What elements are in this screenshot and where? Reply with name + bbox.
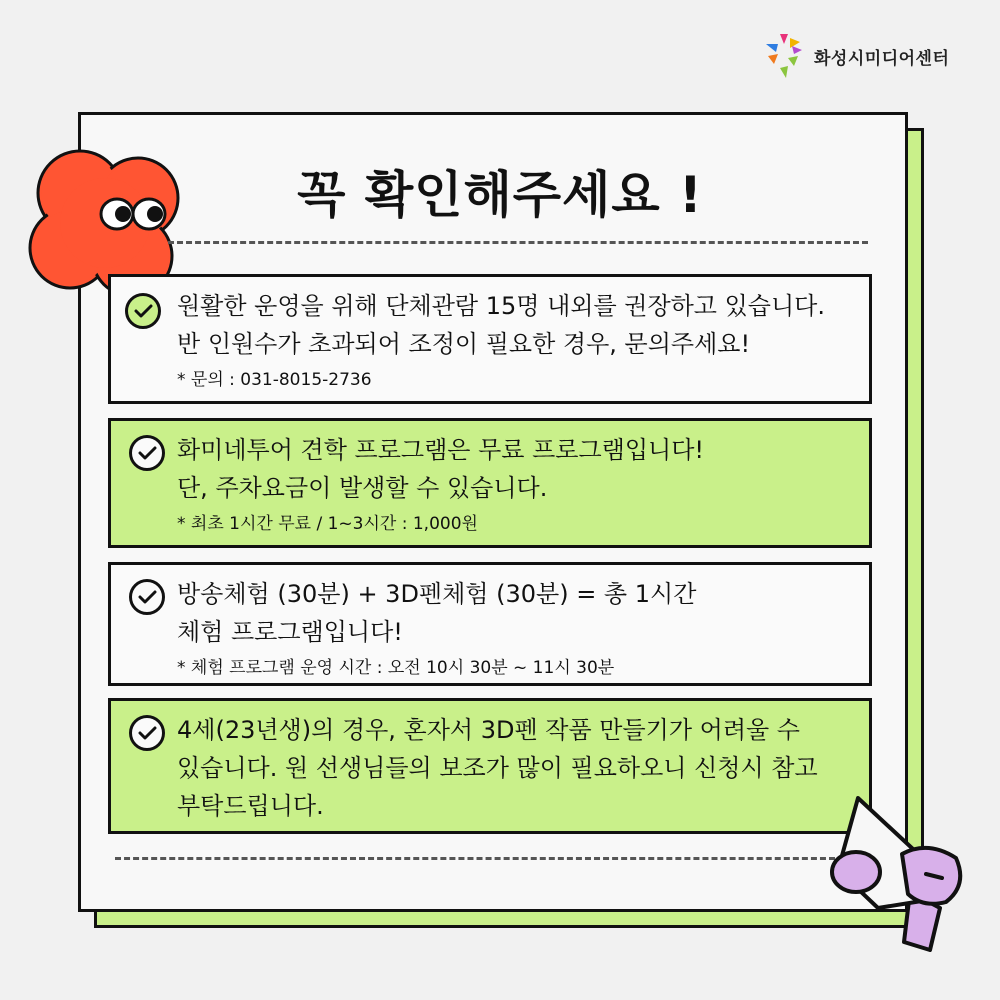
notice-card-free-program [108, 418, 872, 548]
card-text-line: 4세(23년생)의 경우, 혼자서 3D펜 작품 만들기가 어려울 수 [177, 716, 800, 744]
megaphone-icon [818, 790, 968, 960]
card-note: * 체험 프로그램 운영 시간 : 오전 10시 30분 ~ 11시 30분 [177, 658, 615, 678]
card-text-line: 단, 주차요금이 발생할 수 있습니다. [177, 474, 548, 502]
card-text-line: 원활한 운영을 위해 단체관람 15명 내외를 권장하고 있습니다. [177, 292, 825, 320]
top-dashed-divider [168, 241, 868, 244]
notice-card-program-schedule [108, 562, 872, 686]
checkmark-icon [129, 715, 165, 751]
card-text-line: 있습니다. 원 선생님들의 보조가 많이 필요하오니 신청시 참고 [177, 754, 818, 782]
brand-name: 화성시미디어센터 [814, 48, 950, 69]
checkmark-icon [129, 579, 165, 615]
pinwheel-logo-icon [762, 30, 806, 82]
card-text-line: 방송체험 (30분) + 3D펜체험 (30분) = 총 1시간 [177, 580, 697, 608]
brand-logo [762, 30, 949, 82]
card-text-line: 화미네투어 견학 프로그램은 무료 프로그램입니다! [177, 436, 704, 464]
checkmark-icon [129, 435, 165, 471]
card-text-line: 부탁드립니다. [177, 792, 324, 820]
card-text-line: 체험 프로그램입니다! [177, 618, 403, 646]
bottom-dashed-divider [115, 857, 835, 860]
page-title: 꼭 확인해주세요 ! [297, 166, 703, 224]
notice-card-age-guidance [108, 698, 872, 834]
checkmark-icon [125, 293, 161, 329]
notice-card-group-size [108, 274, 872, 404]
card-note: * 문의 : 031-8015-2736 [177, 370, 372, 390]
card-text-line: 반 인원수가 초과되어 조정이 필요한 경우, 문의주세요! [177, 330, 751, 358]
card-note: * 최초 1시간 무료 / 1~3시간 : 1,000원 [177, 514, 478, 534]
